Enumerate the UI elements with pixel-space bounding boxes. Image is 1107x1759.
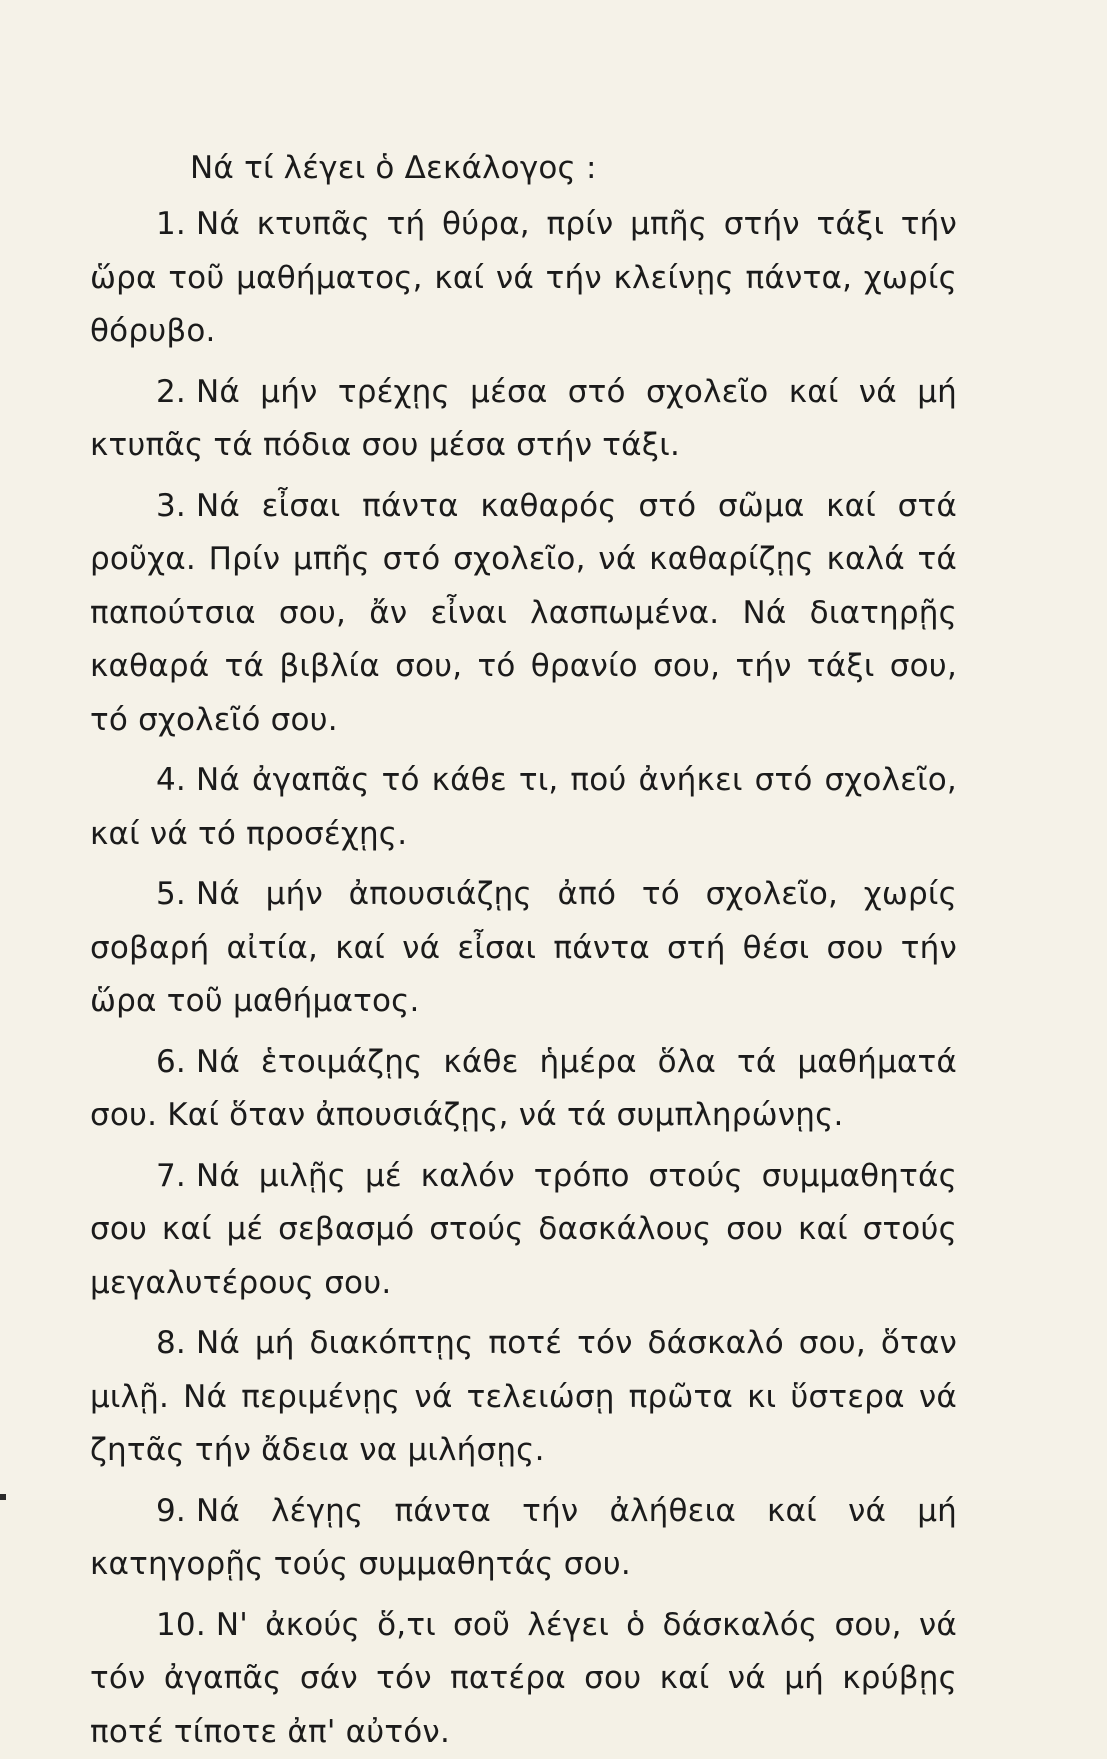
rule-text: Νά εἶσαι πάντα καθαρός στό σῶμα καί στά ροῦχα. Πρίν μπῆς στό σχολεῖο, νά καθαρίζῃς καλά τά παπούτσια σου, ἄν εἶναι λασπωμένα. Νά διατηρῇς καθαρά τά βιβλία σου, τό θρανίο σου, τήν τάξι σου, τό σχολεῖό σου. [90,488,957,738]
rule-text: Ν' ἀκούς ὅ,τι σοῦ λέγει ὁ δάσκαλός σου, νά τόν ἀγαπᾶς σάν τόν πατέρα σου καί νά μή κρύβῃς ποτέ τίποτε ἀπ' αὐτόν. [90,1607,957,1750]
rule-item [90,1317,957,1478]
rule-text: Νά μιλῇς μέ καλόν τρόπο στούς συμμαθητάς σου καί μέ σεβασμό στούς δασκάλους σου καί στούς μεγαλυτέρους σου. [90,1158,957,1301]
rule-number: 10. [156,1607,206,1643]
rule-item [90,366,957,473]
rule-item [90,1036,957,1143]
rule-text: Νά μήν τρέχῃς μέσα στό σχολεῖο καί νά μή κτυπᾶς τά πόδια σου μέσα στήν τάξι. [90,374,957,464]
rule-number: 5. [156,876,186,912]
rule-number: 2. [156,374,186,410]
rule-text: Νά κτυπᾶς τή θύρα, πρίν μπῆς στήν τάξι τήν ὥρα τοῦ μαθήματος, καί νά τήν κλείνῃς πάντα, χωρίς θόρυβο. [90,206,957,349]
rule-text: Νά μήν ἀπουσιάζῃς ἀπό τό σχολεῖο, χωρίς σοβαρή αἰτία, καί νά εἶσαι πάντα στή θέσι σου τήν ὥρα τοῦ μαθήματος. [90,876,957,1019]
rule-item [90,198,957,359]
rule-item [90,868,957,1029]
rule-number: 4. [156,762,186,798]
rule-item [90,480,957,748]
rule-number: 7. [156,1158,186,1194]
rule-text: Νά ἑτοιμάζῃς κάθε ἡμέρα ὅλα τά μαθήματά σου. Καί ὅταν ἀπουσιάζῃς, νά τά συμπληρώνῃς. [90,1044,957,1134]
rule-number: 8. [156,1325,186,1361]
scan-corner-mark [0,1494,6,1500]
page-heading: Νά τί λέγει ὁ Δεκάλογος : [90,138,957,198]
rule-item [90,1485,957,1592]
rule-item [90,1599,957,1759]
rule-text: Νά ἀγαπᾶς τό κάθε τι, πού ἀνήκει στό σχολεῖο, καί νά τό προσέχῃς. [90,762,957,852]
rule-item [90,1150,957,1311]
rule-text: Νά λέγῃς πάντα τήν ἀλήθεια καί νά μή κατηγορῇς τούς συμμαθητάς σου. [90,1493,957,1583]
rule-text: Νά μή διακόπτῃς ποτέ τόν δάσκαλό σου, ὅταν μιλῇ. Νά περιμένῃς νά τελειώσῃ πρῶτα κι ὕστερα νά ζητᾶς τήν ἄδεια να μιλήσῃς. [90,1325,957,1468]
rule-number: 9. [156,1493,186,1529]
rule-number: 3. [156,488,186,524]
rule-number: 6. [156,1044,186,1080]
rule-item [90,754,957,861]
rule-number: 1. [156,206,186,242]
